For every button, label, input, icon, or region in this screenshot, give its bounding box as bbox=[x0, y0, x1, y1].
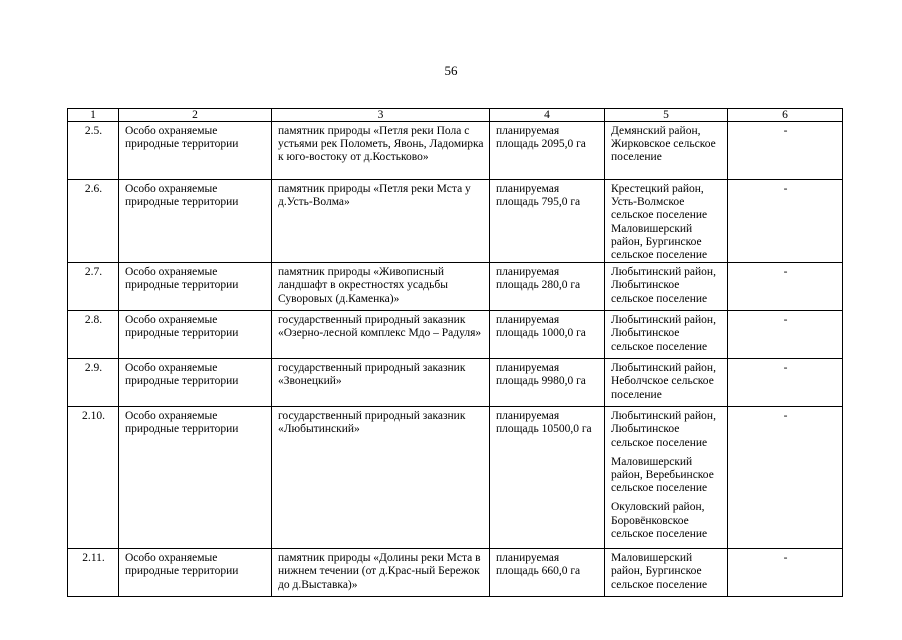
row-number: 2.6. bbox=[68, 180, 119, 263]
object-area: планируемая площадь 2095,0 га bbox=[490, 122, 605, 180]
location-entry: Маловишерский район, Бургинское сельское поселение bbox=[611, 552, 708, 591]
object-category: Особо охраняемые природные территории bbox=[119, 180, 272, 263]
table-row bbox=[68, 122, 843, 180]
object-location bbox=[605, 311, 728, 359]
object-category: Особо охраняемые природные территории bbox=[119, 122, 272, 180]
object-category: Особо охраняемые природные территории bbox=[119, 359, 272, 407]
location-entry: Любытинский район, Любытинское сельское поселение bbox=[611, 266, 716, 305]
row-number: 2.11. bbox=[68, 549, 119, 597]
row-number: 2.9. bbox=[68, 359, 119, 407]
location-entry: Любытинский район, Любытинское сельское поселение bbox=[611, 314, 716, 353]
table-row bbox=[68, 549, 843, 597]
row-number: 2.7. bbox=[68, 263, 119, 311]
row-number: 2.10. bbox=[68, 407, 119, 549]
row-number: 2.8. bbox=[68, 311, 119, 359]
header-col-1: 1 bbox=[68, 109, 119, 122]
location-entry: Любытинский район, Любытинское сельское поселение bbox=[611, 410, 716, 449]
location-entry: Маловишерский район, Бургинское сельское поселение bbox=[611, 222, 708, 262]
table-body bbox=[68, 122, 843, 597]
header-col-5: 5 bbox=[605, 109, 728, 122]
column-6-value: - bbox=[728, 311, 843, 359]
planning-table bbox=[67, 108, 843, 597]
page-number: 56 bbox=[444, 63, 458, 78]
object-name: памятник природы «Петля реки Пола с устьями рек Полометь, Явонь, Ладомирка к юго-востоку от д.Костьково» bbox=[272, 122, 490, 180]
object-location bbox=[605, 263, 728, 311]
object-name: государственный природный заказник «Любытинский» bbox=[272, 407, 490, 549]
header-col-6: 6 bbox=[728, 109, 843, 122]
table-row bbox=[68, 311, 843, 359]
object-area: планируемая площадь 660,0 га bbox=[490, 549, 605, 597]
location-entry: Демянский район, Жирковское сельское поселение bbox=[611, 125, 716, 164]
object-name: памятник природы «Живописный ландшафт в окрестностях усадьбы Суворовых (д.Каменка)» bbox=[272, 263, 490, 311]
object-location bbox=[605, 359, 728, 407]
object-area: планируемая площадь 795,0 га bbox=[490, 180, 605, 263]
object-name: государственный природный заказник «Озерно-лесной комплекс Мдо – Радуля» bbox=[272, 311, 490, 359]
object-location bbox=[605, 180, 728, 263]
row-number: 2.5. bbox=[68, 122, 119, 180]
object-name: государственный природный заказник «Звонецкий» bbox=[272, 359, 490, 407]
object-area: планируемая площадь 9980,0 га bbox=[490, 359, 605, 407]
table-row bbox=[68, 359, 843, 407]
column-6-value: - bbox=[728, 359, 843, 407]
object-area: планируемая площадь 1000,0 га bbox=[490, 311, 605, 359]
column-6-value: - bbox=[728, 549, 843, 597]
header-row bbox=[68, 109, 843, 122]
table-row bbox=[68, 263, 843, 311]
object-location bbox=[605, 122, 728, 180]
object-category: Особо охраняемые природные территории bbox=[119, 311, 272, 359]
object-name: памятник природы «Петля реки Мста у д.Усть-Волма» bbox=[272, 180, 490, 263]
column-6-value: - bbox=[728, 263, 843, 311]
location-entry: Окуловский район, Боровёнковское сельское поселение bbox=[611, 501, 708, 540]
location-entry: Крестецкий район, Усть-Волмское сельское поселение bbox=[611, 183, 708, 222]
object-location bbox=[605, 407, 728, 549]
header-col-3: 3 bbox=[272, 109, 490, 122]
table-row bbox=[68, 180, 843, 263]
header-col-2: 2 bbox=[119, 109, 272, 122]
header-col-4: 4 bbox=[490, 109, 605, 122]
column-6-value: - bbox=[728, 122, 843, 180]
location-entry: Любытинский район, Неболчское сельское поселение bbox=[611, 362, 716, 401]
column-6-value: - bbox=[728, 180, 843, 263]
object-location bbox=[605, 549, 728, 597]
object-area: планируемая площадь 10500,0 га bbox=[490, 407, 605, 549]
object-category: Особо охраняемые природные территории bbox=[119, 263, 272, 311]
object-name: памятник природы «Долины реки Мста в нижнем течении (от д.Крас-ный Бережок до д.Выставка)» bbox=[272, 549, 490, 597]
object-category: Особо охраняемые природные территории bbox=[119, 549, 272, 597]
object-area: планируемая площадь 280,0 га bbox=[490, 263, 605, 311]
object-category: Особо охраняемые природные территории bbox=[119, 407, 272, 549]
column-6-value: - bbox=[728, 407, 843, 549]
table-row bbox=[68, 407, 843, 549]
location-entry: Маловишерский район, Веребьинское сельское поселение bbox=[611, 455, 714, 495]
